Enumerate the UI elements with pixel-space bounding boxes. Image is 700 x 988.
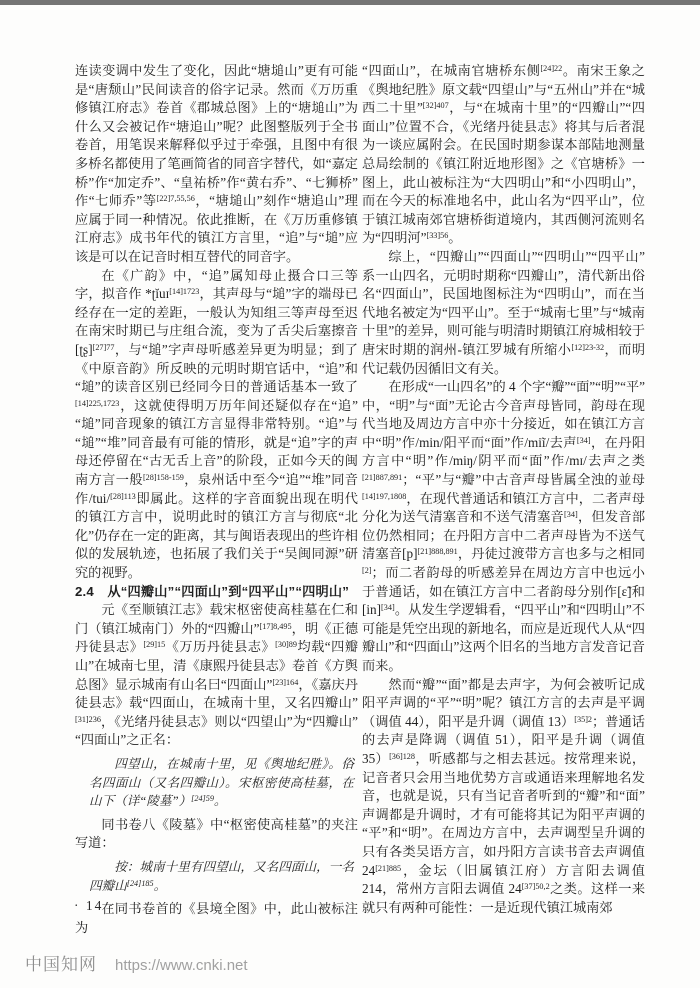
- reference-superscript: [2]: [362, 566, 372, 576]
- text-run: 元《至顺镇江志》载宋枢密使高桂墓在仁和门（镇江城南门）外的“四瓣山”: [75, 602, 358, 636]
- scan-top-edge: [0, 0, 700, 5]
- text-run: 之类。这样一来就只有两种可能性：一是近现代镇江城南郊: [362, 881, 646, 915]
- reference-superscript: [36]128: [389, 751, 415, 761]
- text-run: ；“平”与“瓣”中古音声母皆属全浊的並母: [402, 472, 645, 488]
- reference-superscript: [27]77: [92, 342, 115, 352]
- reference-superscript: [34]: [576, 435, 591, 445]
- reference-superscript: [23]164: [272, 677, 299, 687]
- text-run: ，《嘉庆丹徒县志》载“四面山，在城南十里，又名四瓣山”: [75, 676, 358, 711]
- text-run: 按：城南十里有四望山，又名四面山，一名四瓣山: [89, 859, 354, 893]
- text-run: “四面山”，在城南官塘桥东侧: [362, 63, 541, 78]
- text-run: ；普通话的去声是降调（调值 51），阳平是升调（调值 35）: [362, 713, 645, 766]
- section-heading: [75, 583, 358, 602]
- text-run: 。: [213, 794, 227, 809]
- text-run: ，《光绪丹徒县志》则以“四望山”为“四瓣山”“四面山”之正名：: [75, 713, 358, 748]
- text-run: ，其声母与“塠”字的端母已经存在一定的差距，一般认为知组三等声母至迟在南宋时期已与庄组合流，变为了舌尖后塞擦音[ʈʂ]: [75, 286, 358, 357]
- text-run: 。从发生学逻辑看，“四平山”和“四明山”不可能是凭空出现的新地名，而应是近现代人从“四瓣山”和“四面山”这两个旧名的当地方言发音记音而来。: [362, 602, 645, 673]
- reference-superscript: [24]185: [126, 878, 154, 888]
- reference-superscript: [24]22: [540, 64, 563, 73]
- paragraph: [75, 900, 358, 937]
- text-run: ，听感都与之相去甚远。按常理来说，记音者只会用当地优势方言或通语来理解地名发音，也就是说，只有当记音者听到的“瓣”和“面”声调都是升调时，才有可能将其记为阳平声调的“平”和“明”。在周边方言中，去声调型呈升调的只有各类吴语方言，如丹阳方言读书音去声调值 24: [362, 750, 646, 878]
- reference-superscript: [14]197,1808: [362, 491, 407, 501]
- text-run: 在同书卷首的《县境全图》中，此山被标注为: [75, 901, 358, 935]
- text-run: ，“塘塠山”刻作“塘追山”理应属于同一种情况。依此推断，在《万历重修镇江府志》成书年代的镇江方言里，“追”与“塠”应该是可以在记音时相互替代的同音字。: [75, 193, 358, 264]
- paragraph: [362, 62, 645, 248]
- paragraph: [362, 248, 645, 378]
- text-run: 四望山，在城南十里，见《舆地纪胜》。俗名四面山（又名四瓣山）。宋枢密使高桂墓，在山下（详“陵墓”）: [89, 756, 354, 809]
- text-run: 。南宋王象之《舆地纪胜》原文载“四望山”与“五州山”并在“城西二十里”: [362, 63, 645, 116]
- text-run: ，泉州话中至今“追”“堆”同音作/tui/: [75, 472, 358, 506]
- text-run: ，而明代记载仍因循旧文有关。: [362, 341, 646, 376]
- text-run: 。: [448, 230, 462, 246]
- reference-superscript: [34]: [564, 510, 578, 520]
- text-run: ，丹徒过渡带方言也多与之相同: [457, 546, 645, 562]
- reference-superscript: [31]236: [75, 714, 101, 724]
- paragraph: [75, 267, 358, 583]
- text-run: 连读变调中发生了变化，因此“塘塠山”更有可能是“唐颓山”民间读音的俗字记录。然而《万历重修镇江府志》卷首《郡城总图》上的“塘塠山”为什么又会被记作“塘追山”呢？此图整版列于全书卷首，用笔误来解释似乎过于牵强，且图中有很多桥名都使用了笔画简省的同音字替代，如“嘉定桥”作“加定乔”、“皇祐桥”作“黄右乔”、“七狮桥”作“七师乔”等: [75, 63, 358, 209]
- paragraph: [75, 816, 358, 853]
- right-text-column: [362, 62, 645, 917]
- paragraph: [75, 62, 358, 267]
- reference-superscript: [24]59: [191, 794, 214, 804]
- text-run: ，与“塠”字声母听感差异更为明显；到了《中原音韵》所反映的元明时期官话中，“追”和“塠”的读音区别已经同今日的普通话基本一致了: [75, 341, 358, 395]
- text-run: 在《广韵》中，“追”属知母止摄合口三等字，拟音作 *ʈĭuɪ: [75, 267, 358, 302]
- text-run: ，在现代普通话和镇江方言中，二者声母分化为送气清塞音和不送气清塞音: [362, 490, 645, 525]
- paragraph: [362, 676, 645, 918]
- reference-superscript: [37]50,2: [521, 882, 550, 892]
- cnki-watermark-url: https://www.cnki.net: [115, 957, 248, 974]
- text-run: 然而“瓣”“面”都是去声字，为何会被听记成阳平声调的“平”“明”呢？镇江方言的去声是平调（调值 44），阳平是升调（调值 13）: [362, 676, 645, 729]
- text-run: ，与“在城南十里”的“四瓣山”“四面山”位置不合，《光绪丹徒县志》将其与后者混为一谈应属附会。在民国时期参谋本部陆地测量总局绘制的《镇江附近地形图》之《官塘桥》一图上，此山被标注为“大四明山”和“小四明山”，而在今天的标准地名中，此山名为“四平山”，位于镇江城南郊官塘桥街道境内，其西侧河流则名为“四明河”: [362, 100, 645, 246]
- reference-superscript: [21]887,891: [362, 473, 403, 483]
- reference-superscript: [14]225,1723: [75, 398, 120, 408]
- reference-superscript: [21]888,891: [417, 547, 458, 557]
- reference-superscript: [35]2: [574, 714, 593, 724]
- block-quote: [89, 755, 354, 811]
- text-run: 。: [153, 878, 167, 893]
- text-run: 在形成“一山四名”的 4 个字“瓣”“面”“明”“平”中，“明”与“面”无论古今音声母皆同，韵母在现代当地及周边方言中亦十分接近，如在镇江方言中“明”作/min/阳平而“面”作/miĩ/去声: [362, 379, 645, 450]
- paragraph: [75, 601, 358, 750]
- text-run: ，明《正德丹徒县志》: [75, 620, 359, 655]
- text-run: 同书卷八《陵墓》中“枢密使高桂墓”的夹注写道：: [75, 816, 358, 851]
- left-text-column: [75, 62, 358, 937]
- text-run: 即属此。这样的字音面貌出现在明代的镇江方言中，说明此时的镇江方言与彻底“北化”仍存在一定的距离，其与闽语表现出的些许相似的发展轨迹，也拓展了我们关于“吴闽同源”研究的视野。: [75, 490, 358, 581]
- cnki-watermark-logo: 中国知网: [25, 955, 97, 974]
- text-run: 综上，“四瓣山”“四面山”“四明山”“四平山”系一山四名，元明时期称“四瓣山”，清代新出俗名“四面山”，民国地图标注为“四明山”，而在当代地名被定为“四平山”。至于“城南七里”与“城南十里”的差异，则可能与明清时期镇江府城相较于唐宋时期的润州-镇江罗城有所缩小: [362, 248, 645, 357]
- text-run: ，但发音部位仍然相同；在丹阳方言中二者声母皆为不送气清塞音[p]: [362, 509, 646, 562]
- text-run: 《万历丹徒县志》: [165, 639, 276, 655]
- watermark: [25, 950, 248, 975]
- text-run: ，这就使得明万历年间还疑似存在“追”“塠”同音现象的镇江方言显得非常特别。“追”与“塠”“堆”同音最有可能的情形，就是“追”字的声母还停留在“古无舌上音”的阶段，正如今天的闽南方言一般: [75, 397, 358, 488]
- reference-superscript: [22]7,55,56: [156, 194, 195, 204]
- block-quote: [89, 858, 354, 895]
- text-run: ，金坛（旧属镇江府）方言阳去调值 214，常州方言阳去调值 24: [362, 862, 645, 897]
- reference-superscript: [28]113: [110, 491, 136, 501]
- reference-superscript: [12]23-32: [571, 342, 605, 352]
- reference-superscript: [28]158-159: [142, 473, 184, 483]
- reference-superscript: [14]1723: [169, 287, 200, 297]
- reference-superscript: [29]15: [143, 640, 166, 650]
- paragraph: [362, 378, 645, 676]
- reference-superscript: [33]56: [426, 231, 449, 241]
- page-number: · 14 ·: [74, 898, 116, 913]
- text-run: ；而二者韵母的听感差异在周边方言中也远小于普通话，如在镇江方言中二者韵母分别作[ɛ̃]和[in]: [362, 565, 645, 618]
- reference-superscript: [30]89: [275, 640, 297, 650]
- text-run: 2.4 从“四瓣山”“四面山”到“四平山”“四明山”: [75, 583, 350, 599]
- reference-superscript: [21]885: [375, 863, 402, 873]
- text-run: 均载“四瓣山”在城南七里，清《康熙丹徒县志》卷首《方舆总图》显示城南有山名曰“四面山”: [75, 639, 359, 692]
- text-run: ，在丹阳方言中“明”作/miŋ/阴平而“面”作/mɪ/去声之类: [362, 434, 646, 469]
- reference-superscript: [34]: [381, 603, 395, 613]
- reference-superscript: [17]8,495: [259, 621, 292, 631]
- reference-superscript: [32]407: [422, 101, 449, 111]
